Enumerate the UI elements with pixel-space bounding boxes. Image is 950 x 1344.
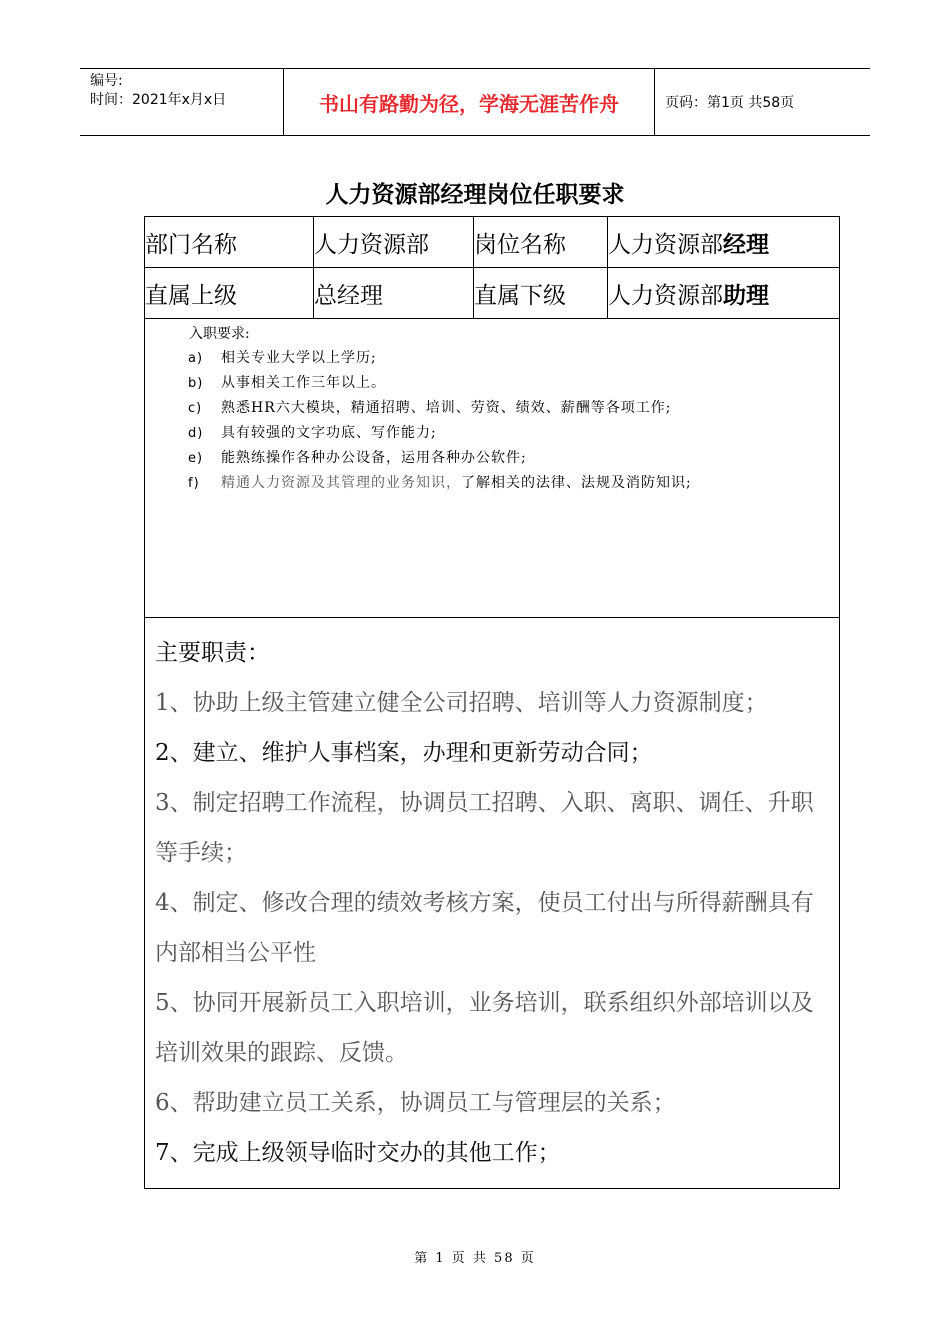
requirement-text-dark: 了解相关的法律、法规及消防知识; bbox=[461, 475, 692, 491]
requirement-label: a) bbox=[188, 351, 204, 366]
header-meta bbox=[80, 69, 283, 135]
duties-title: 主要职责： bbox=[155, 640, 270, 666]
requirement-label: f) bbox=[188, 476, 200, 491]
page-header bbox=[80, 68, 870, 136]
requirements-title: 入职要求: bbox=[189, 326, 250, 342]
subordinate-label: 直属下级 bbox=[474, 268, 608, 319]
requirement-item bbox=[145, 471, 831, 496]
duty-item: 5、协同开展新员工入职培训，业务培训，联系组织外部培训以及培训效果的跟踪、反馈。 bbox=[155, 990, 814, 1066]
position-value-prefix: 人力资源部 bbox=[608, 231, 723, 258]
duty-item: 7、完成上级领导临时交办的其他工作； bbox=[155, 1140, 561, 1166]
job-requirements-table bbox=[144, 216, 840, 1189]
position-value bbox=[608, 217, 840, 268]
subordinate-value-prefix: 人力资源部 bbox=[608, 282, 723, 309]
requirement-item bbox=[145, 346, 831, 371]
requirement-item bbox=[145, 421, 831, 446]
time-label: 时间：2021年x月x日 bbox=[90, 92, 227, 108]
requirement-text: 具有较强的文字功底、写作能力; bbox=[221, 425, 437, 441]
requirements-row bbox=[145, 319, 840, 618]
duty-item: 4、制定、修改合理的绩效考核方案，使员工付出与所得薪酬具有内部相当公平性 bbox=[155, 890, 814, 966]
superior-value: 总经理 bbox=[314, 268, 474, 319]
number-label: 编号: bbox=[90, 73, 123, 89]
info-row-2 bbox=[145, 268, 840, 319]
requirement-text: 熟悉HR六大模块，精通招聘、培训、劳资、绩效、薪酬等各项工作; bbox=[221, 400, 672, 416]
subordinate-value-bold: 助理 bbox=[723, 282, 769, 309]
info-row-1 bbox=[145, 217, 840, 268]
page-footer: 第 1 页 共 58 页 bbox=[414, 1251, 536, 1266]
position-value-bold: 经理 bbox=[723, 231, 769, 258]
superior-label: 直属上级 bbox=[145, 268, 314, 319]
requirement-text bbox=[221, 471, 831, 496]
requirement-label: e) bbox=[188, 451, 204, 466]
requirement-text: 相关专业大学以上学历; bbox=[221, 350, 377, 366]
requirement-label: b) bbox=[188, 376, 204, 391]
requirements-cell bbox=[145, 319, 840, 618]
document-title: 人力资源部经理岗位任职要求 bbox=[325, 182, 625, 208]
duties-cell bbox=[145, 618, 840, 1189]
requirement-text: 能熟练操作各种办公设备，运用各种办公软件; bbox=[221, 450, 527, 466]
requirement-item bbox=[145, 446, 831, 471]
requirement-item bbox=[145, 371, 831, 396]
requirement-label: d) bbox=[188, 426, 204, 441]
requirement-text-gray: 精通人力资源及其管理的业务知识， bbox=[221, 475, 461, 491]
duty-item: 3、制定招聘工作流程，协调员工招聘、入职、离职、调任、升职等手续； bbox=[155, 790, 814, 866]
header-page-code: 页码：第1页 共58页 bbox=[665, 95, 795, 111]
subordinate-value bbox=[608, 268, 840, 319]
dept-value: 人力资源部 bbox=[314, 217, 474, 268]
position-label: 岗位名称 bbox=[474, 217, 608, 268]
duty-item: 2、建立、维护人事档案，办理和更新劳动合同； bbox=[155, 740, 653, 766]
requirement-item bbox=[145, 396, 831, 421]
dept-label: 部门名称 bbox=[145, 217, 314, 268]
duty-item: 6、帮助建立员工关系，协调员工与管理层的关系； bbox=[155, 1090, 676, 1116]
requirement-label: c) bbox=[188, 401, 203, 416]
header-motto: 书山有路勤为径，学海无涯苦作舟 bbox=[283, 69, 655, 135]
duties-row bbox=[145, 618, 840, 1189]
requirement-text: 从事相关工作三年以上。 bbox=[221, 375, 386, 391]
duty-item: 1、协助上级主管建立健全公司招聘、培训等人力资源制度； bbox=[155, 690, 768, 716]
